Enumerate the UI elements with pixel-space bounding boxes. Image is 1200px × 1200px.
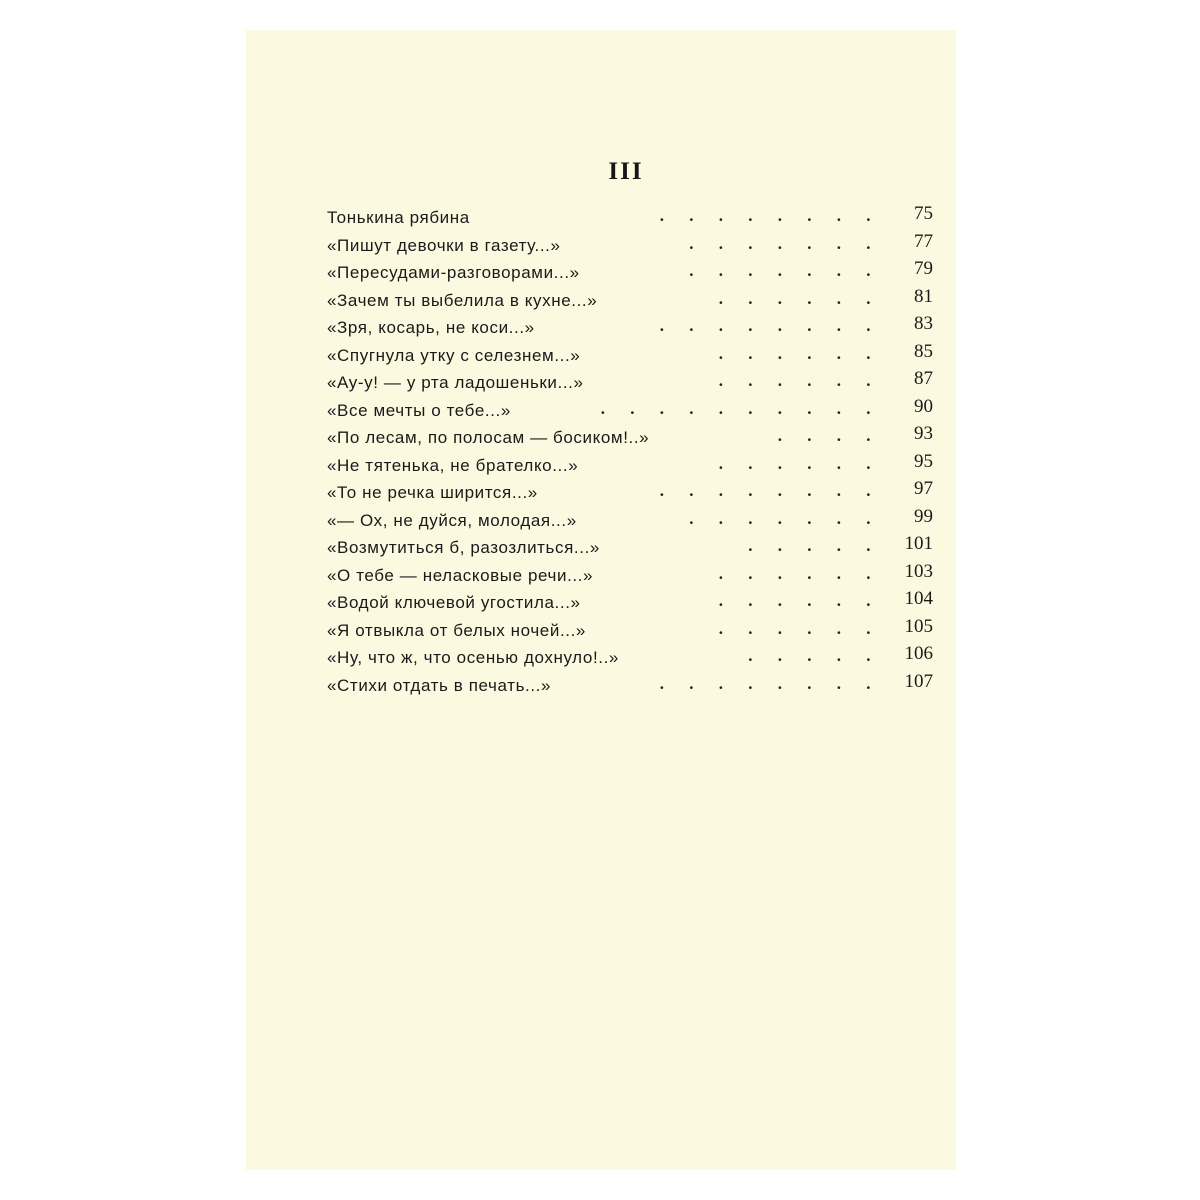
toc-dot-leader: . . . . (777, 426, 881, 445)
toc-entry-title: «Пересудами-разговорами...» (327, 263, 580, 282)
toc-page-number: 101 (904, 533, 933, 554)
book-page (246, 30, 956, 1170)
toc-entry-title: «Зря, косарь, не коси...» (327, 318, 535, 337)
toc-entry (327, 452, 933, 480)
toc-page-number: 105 (904, 615, 933, 637)
toc-entry (327, 232, 933, 260)
toc-page-number: 87 (914, 368, 933, 389)
toc-page-number: 95 (914, 450, 933, 472)
toc-dot-leader: . . . . . (748, 646, 881, 665)
toc-entry (327, 589, 933, 617)
toc-entry-title: «— Ох, не дуйся, молодая...» (327, 510, 577, 530)
toc-entry-title: «Пишут девочки в газету...» (327, 235, 561, 255)
toc-entry-title: «Спугнула утку с селезнем...» (327, 345, 581, 365)
toc-entry (327, 617, 933, 645)
toc-page-number: 85 (914, 340, 933, 362)
toc-entry-title: «Ну, что ж, что осенью дохнуло!..» (327, 648, 619, 667)
toc-dot-leader: . . . . . . . . (659, 481, 881, 500)
toc-entry-title: «По лесам, по полосам — босиком!..» (327, 428, 650, 447)
toc-entry (327, 287, 933, 315)
toc-entry-title: «Водой ключевой угостила...» (327, 593, 581, 612)
toc-dot-leader: . . . . . . . (689, 233, 881, 253)
toc-page-number: 104 (904, 588, 933, 609)
toc-dot-leader: . . . . . . (718, 371, 881, 390)
toc-dot-leader: . . . . . . . . (659, 316, 881, 335)
toc-dot-leader: . . . . . . (718, 563, 881, 583)
toc-page-number: 79 (914, 258, 933, 279)
toc-entry (327, 314, 933, 342)
toc-dot-leader: . . . . . . . . (659, 206, 881, 225)
toc-entry-title: «Ау-у! — у рта ладошеньки...» (327, 373, 584, 392)
toc-page-number: 93 (914, 423, 933, 444)
toc-entry (327, 479, 933, 507)
section-heading: III (608, 158, 644, 185)
toc-entry (327, 507, 933, 535)
toc-page-number: 97 (914, 478, 933, 499)
toc-entry (327, 534, 933, 562)
toc-entry (327, 259, 933, 287)
toc-entry-title: Тонькина рябина (327, 208, 470, 227)
toc-page-number: 83 (914, 313, 933, 334)
toc-entry (327, 369, 933, 397)
toc-entry (327, 672, 933, 700)
toc-dot-leader: . . . . . . (718, 453, 881, 473)
toc-entry-title: «Зачем ты выбелила в кухне...» (327, 290, 598, 310)
toc-dot-leader: . . . . . . (718, 343, 881, 363)
toc-page-number: 81 (914, 285, 933, 307)
toc-dot-leader: . . . . . . . (689, 508, 881, 528)
toc-entry-title: «Стихи отдать в печать...» (327, 675, 552, 695)
toc-entry (327, 644, 933, 672)
toc-dot-leader: . . . . . . (718, 591, 881, 610)
toc-page-number: 75 (914, 203, 933, 224)
toc-dot-leader: . . . . . . . . . . (600, 398, 881, 418)
toc-entry (327, 424, 933, 452)
toc-dot-leader: . . . . . . (718, 288, 881, 308)
toc-entry-title: «То не речка ширится...» (327, 483, 538, 502)
toc-page-number: 107 (904, 670, 933, 692)
toc-dot-leader: . . . . . . . . (659, 673, 881, 693)
toc-page-number: 77 (914, 230, 933, 252)
toc-page-number: 106 (904, 643, 933, 664)
toc-entry (327, 562, 933, 590)
toc-dot-leader: . . . . . . . (689, 261, 881, 280)
toc-page-number: 99 (914, 505, 933, 527)
toc-dot-leader: . . . . . (748, 536, 881, 555)
toc-page-number: 103 (904, 560, 933, 582)
toc-entry-title: «Все мечты о тебе...» (327, 400, 511, 420)
toc-entry-title: «Не тятенька, не брателко...» (327, 455, 579, 475)
toc-entry-title: «Я отвыкла от белых ночей...» (327, 620, 586, 640)
table-of-contents (327, 204, 933, 699)
toc-entry-title: «Возмутиться б, разозлиться...» (327, 538, 600, 557)
toc-entry (327, 204, 933, 232)
toc-page-number: 90 (914, 395, 933, 417)
toc-entry-title: «О тебе — неласковые речи...» (327, 565, 594, 585)
toc-dot-leader: . . . . . . (718, 618, 881, 638)
toc-entry (327, 342, 933, 370)
toc-entry (327, 397, 933, 425)
